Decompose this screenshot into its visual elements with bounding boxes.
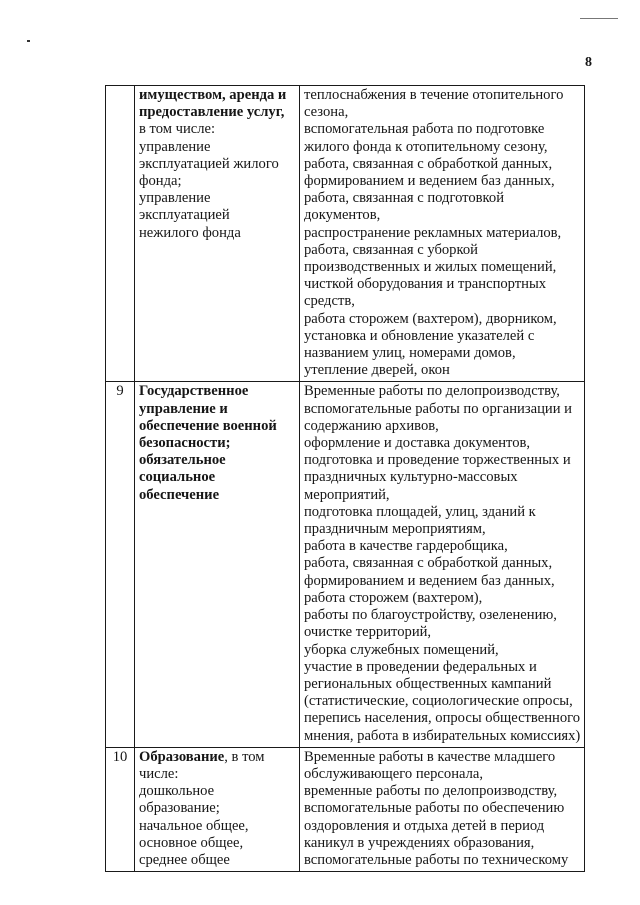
table-row (106, 382, 585, 747)
job-line: работа, связанная с обработкой данных, (304, 155, 553, 172)
sector-line: образование; (139, 800, 220, 817)
sector-title-rest: , в том (224, 748, 265, 765)
job-line: перепись населения, опросы общественного (304, 710, 581, 727)
row-number (106, 86, 135, 382)
job-line: подготовка площадей, улиц, зданий к (304, 503, 536, 520)
row-number: 9 (106, 382, 135, 747)
sector-line (139, 749, 296, 766)
occupations-table (105, 85, 585, 872)
scan-artifact-line (580, 18, 618, 19)
sector-cell (135, 382, 300, 747)
job-line: теплоснабжения в течение отопительного (304, 87, 564, 103)
job-line: мнения, работа в избирательных комиссиях) (304, 727, 581, 744)
sector-line: нежилого фонда (139, 224, 241, 241)
job-line: вспомогательные работы по организации и (304, 400, 572, 417)
job-line: утепление дверей, окон (304, 362, 450, 379)
sector-cell (135, 86, 300, 382)
sector-line: обязательное (139, 452, 226, 469)
sector-line: основное общее, (139, 834, 244, 851)
job-line: Временные работы по делопроизводству, (304, 383, 560, 400)
sector-line: Государственное (139, 383, 249, 400)
job-line: оздоровления и отдыха детей в период (304, 817, 545, 834)
job-line: праздничным мероприятиям, (304, 521, 486, 538)
job-line: уборка служебных помещений, (304, 641, 499, 658)
sector-line: числе: (139, 765, 179, 782)
sector-line: управление (139, 138, 211, 155)
job-line: распространение рекламных материалов, (304, 224, 562, 241)
table-row (106, 747, 585, 871)
job-line: очистке территорий, (304, 624, 432, 641)
job-line: жилого фонда к отопительному сезону, (304, 138, 548, 155)
jobs-cell (300, 382, 585, 747)
job-line: формированием и ведением баз данных, (304, 572, 555, 589)
sector-line: обеспечение военной (139, 417, 277, 434)
job-line: каникул в учреждениях образования, (304, 834, 535, 851)
sector-line: имуществом, аренда и (139, 87, 287, 103)
sector-cell (135, 747, 300, 871)
job-line: Временные работы в качестве младшего (304, 748, 556, 765)
job-line: вспомогательная работа по подготовке (304, 121, 545, 138)
sector-line: в том числе: (139, 121, 216, 138)
job-line: временные работы по делопроизводству, (304, 783, 558, 800)
sector-line: среднее общее (139, 851, 230, 868)
sector-line: эксплуатацией (139, 207, 230, 224)
sector-line: управление и (139, 400, 228, 417)
job-line: содержанию архивов, (304, 417, 439, 434)
sector-line: предоставление услуг, (139, 104, 285, 121)
row-number: 10 (106, 747, 135, 871)
job-line: мероприятий, (304, 486, 390, 503)
sector-title-bold: Образование (139, 748, 225, 765)
job-line: работа в качестве гардеробщика, (304, 538, 508, 555)
sector-line: управление (139, 190, 211, 207)
job-line: праздничных культурно-массовых (304, 469, 518, 486)
sector-line: обеспечение (139, 486, 220, 503)
sector-line: фонда; (139, 173, 182, 190)
job-line: (статистические, социологические опросы, (304, 693, 573, 710)
job-line: работа, связанная с подготовкой (304, 190, 505, 207)
sector-line: дошкольное (139, 783, 215, 800)
scan-artifact-dot (27, 40, 30, 42)
job-line: работы по благоустройству, озеленению, (304, 607, 557, 624)
job-line: формированием и ведением баз данных, (304, 173, 555, 190)
job-line: названием улиц, номерами домов, (304, 345, 516, 362)
page-number: 8 (585, 55, 592, 70)
job-line: оформление и доставка документов, (304, 435, 531, 452)
job-line: средств, (304, 293, 355, 310)
job-line: работа сторожем (вахтером), дворником, (304, 310, 557, 327)
job-line: подготовка и проведение торжественных и (304, 452, 571, 469)
sector-line: эксплуатацией жилого (139, 155, 279, 172)
job-line: участие в проведении федеральных и (304, 658, 537, 675)
sector-line: начальное общее, (139, 817, 249, 834)
job-line: производственных и жилых помещений, (304, 259, 557, 276)
table-row (106, 86, 585, 382)
job-line: документов, (304, 207, 381, 224)
sector-line: безопасности; (139, 435, 231, 452)
job-line: чисткой оборудования и транспортных (304, 276, 547, 293)
job-line: работа, связанная с обработкой данных, (304, 555, 553, 572)
jobs-cell (300, 86, 585, 382)
jobs-cell (300, 747, 585, 871)
job-line: вспомогательные работы по обеспечению (304, 800, 565, 817)
job-line: вспомогательные работы по техническому (304, 851, 569, 868)
job-line: обслуживающего персонала, (304, 765, 484, 782)
sector-line: социальное (139, 469, 216, 486)
job-line: установка и обновление указателей с (304, 327, 535, 344)
job-line: сезона, (304, 104, 349, 121)
job-line: работа, связанная с уборкой (304, 241, 478, 258)
job-line: работа сторожем (вахтером), (304, 589, 483, 606)
job-line: региональных общественных кампаний (304, 675, 552, 692)
